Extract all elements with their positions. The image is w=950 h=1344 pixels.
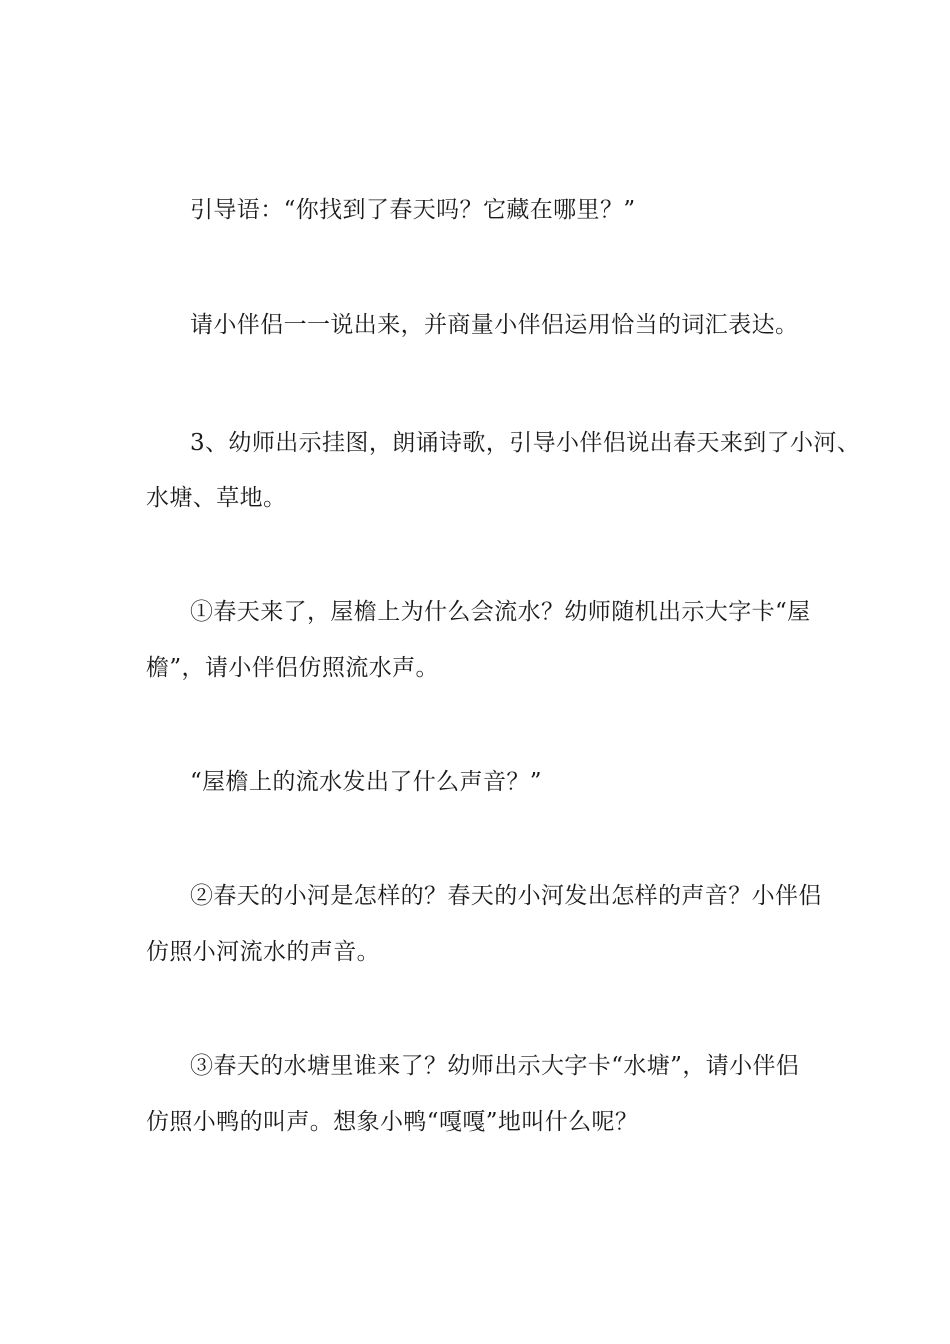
paragraph-item1-line-2: 檐”，请小伴侣仿照流水声。 [146,655,439,681]
paragraph-item3-line-2: 仿照小鸭的叫声。想象小鸭“嘎嘎”地叫什么呢？ [146,1109,639,1135]
paragraph-item1-line-1: ①春天来了，屋檐上为什么会流水？幼师随机出示大字卡“屋 [190,599,811,625]
paragraph-item2-line-1: ②春天的小河是怎样的？春天的小河发出怎样的声音？小伴侣 [190,883,822,909]
paragraph-item2-line-2: 仿照小河流水的声音。 [146,939,380,965]
paragraph-step3-line-1: 3、幼师出示挂图，朗诵诗歌，引导小伴侣说出春天来到了小河、 [190,430,861,456]
paragraph-step3-line-2: 水塘、草地。 [146,485,287,511]
paragraph-ask-line-1: 请小伴侣一一说出来，并商量小伴侣运用恰当的词汇表达。 [190,312,799,338]
paragraph-quote-line-1: “屋檐上的流水发出了什么声音？” [190,769,542,795]
paragraph-item3-line-1: ③春天的水塘里谁来了？幼师出示大字卡“水塘”，请小伴侣 [190,1053,800,1079]
paragraph-intro-line-1: 引导语：“你找到了春天吗？它藏在哪里？” [190,197,636,223]
